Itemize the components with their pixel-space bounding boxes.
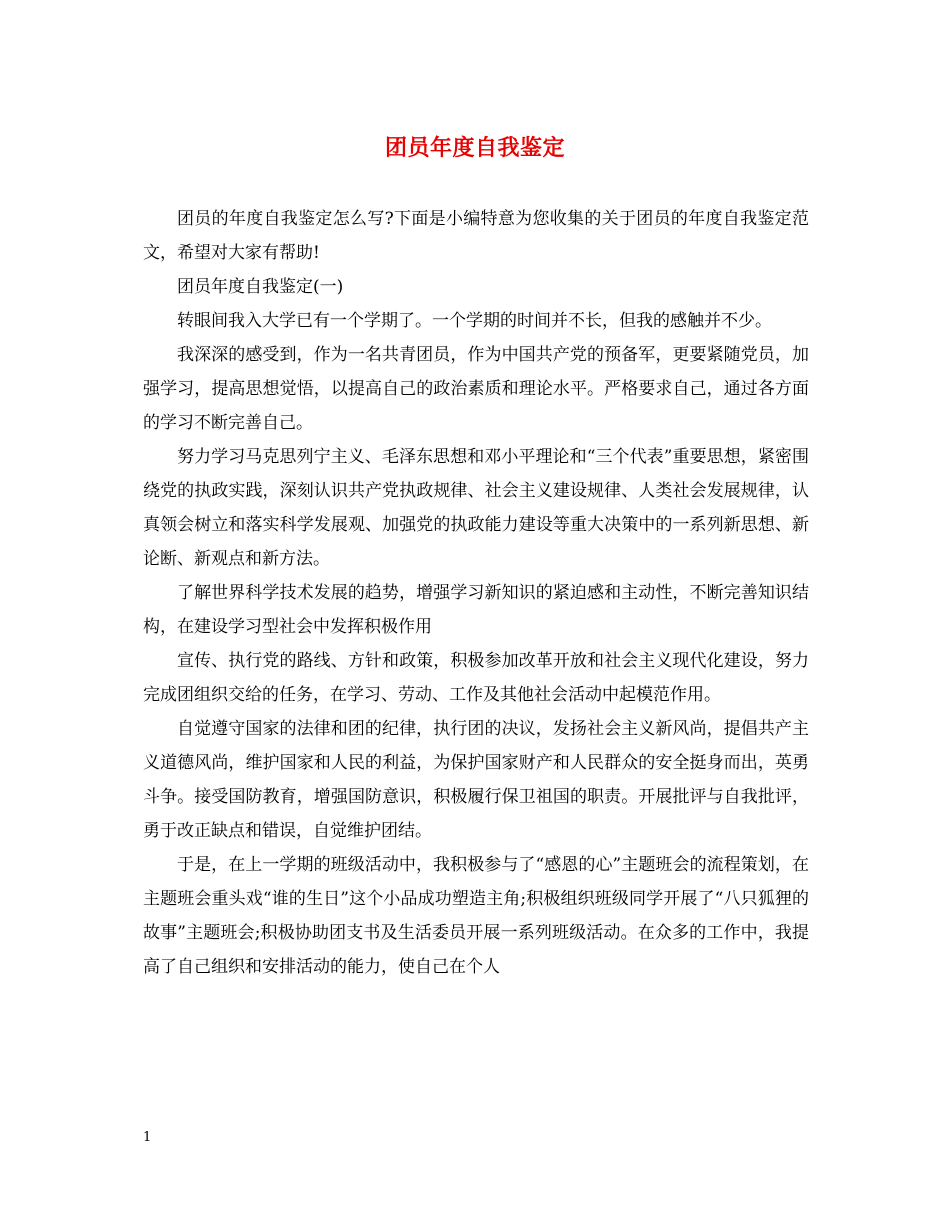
paragraph: 我深深的感受到，作为一名共青团员，作为中国共产党的预备军，更要紧随党员，加强学习，提高思想觉悟，以提高自己的政治素质和理论水平。严格要求自己，通过各方面的学习不断完善自己。	[143, 345, 809, 433]
paragraph: 于是，在上一学期的班级活动中，我积极参与了“感恩的心”主题班会的流程策划，在主题班会重头戏“谁的生日”这个小品成功塑造主角;积极组织班级同学开展了“八只狐狸的故事”主题班会;积极协助团支书及生活委员开展一系列班级活动。在众多的工作中，我提高了自己组织和安排活动的能力，使自己在个人	[143, 855, 809, 977]
paragraph: 转眼间我入大学已有一个学期了。一个学期的时间并不长，但我的感触并不少。	[177, 311, 772, 331]
paragraph-intro: 团员的年度自我鉴定怎么写?下面是小编特意为您收集的关于团员的年度自我鉴定范文，希望对大家有帮助!	[143, 209, 809, 263]
paragraph: 宣传、执行党的路线、方针和政策，积极参加改革开放和社会主义现代化建设，努力完成团组织交给的任务，在学习、劳动、工作及其他社会活动中起模范作用。	[143, 651, 809, 705]
document-body	[143, 202, 809, 984]
document-title: 团员年度自我鉴定	[384, 135, 565, 161]
page-number: 1	[143, 1130, 152, 1145]
paragraph: 自觉遵守国家的法律和团的纪律，执行团的决议，发扬社会主义新风尚，提倡共产主义道德风尚，维护国家和人民的利益，为保护国家财产和人民群众的安全挺身而出，英勇斗争。接受国防教育，增强国防意识，积极履行保卫祖国的职责。开展批评与自我批评，勇于改正缺点和错误，自觉维护团结。	[143, 719, 809, 841]
paragraph: 努力学习马克思列宁主义、毛泽东思想和邓小平理论和“三个代表”重要思想，紧密围绕党的执政实践，深刻认识共产党执政规律、社会主义建设规律、人类社会发展规律，认真领会树立和落实科学发展观、加强党的执政能力建设等重大决策中的一系列新思想、新论断、新观点和新方法。	[143, 447, 809, 569]
paragraph: 了解世界科学技术发展的趋势，增强学习新知识的紧迫感和主动性，不断完善知识结构，在建设学习型社会中发挥积极作用	[143, 583, 809, 637]
paragraph-section-heading: 团员年度自我鉴定(一)	[177, 277, 344, 297]
